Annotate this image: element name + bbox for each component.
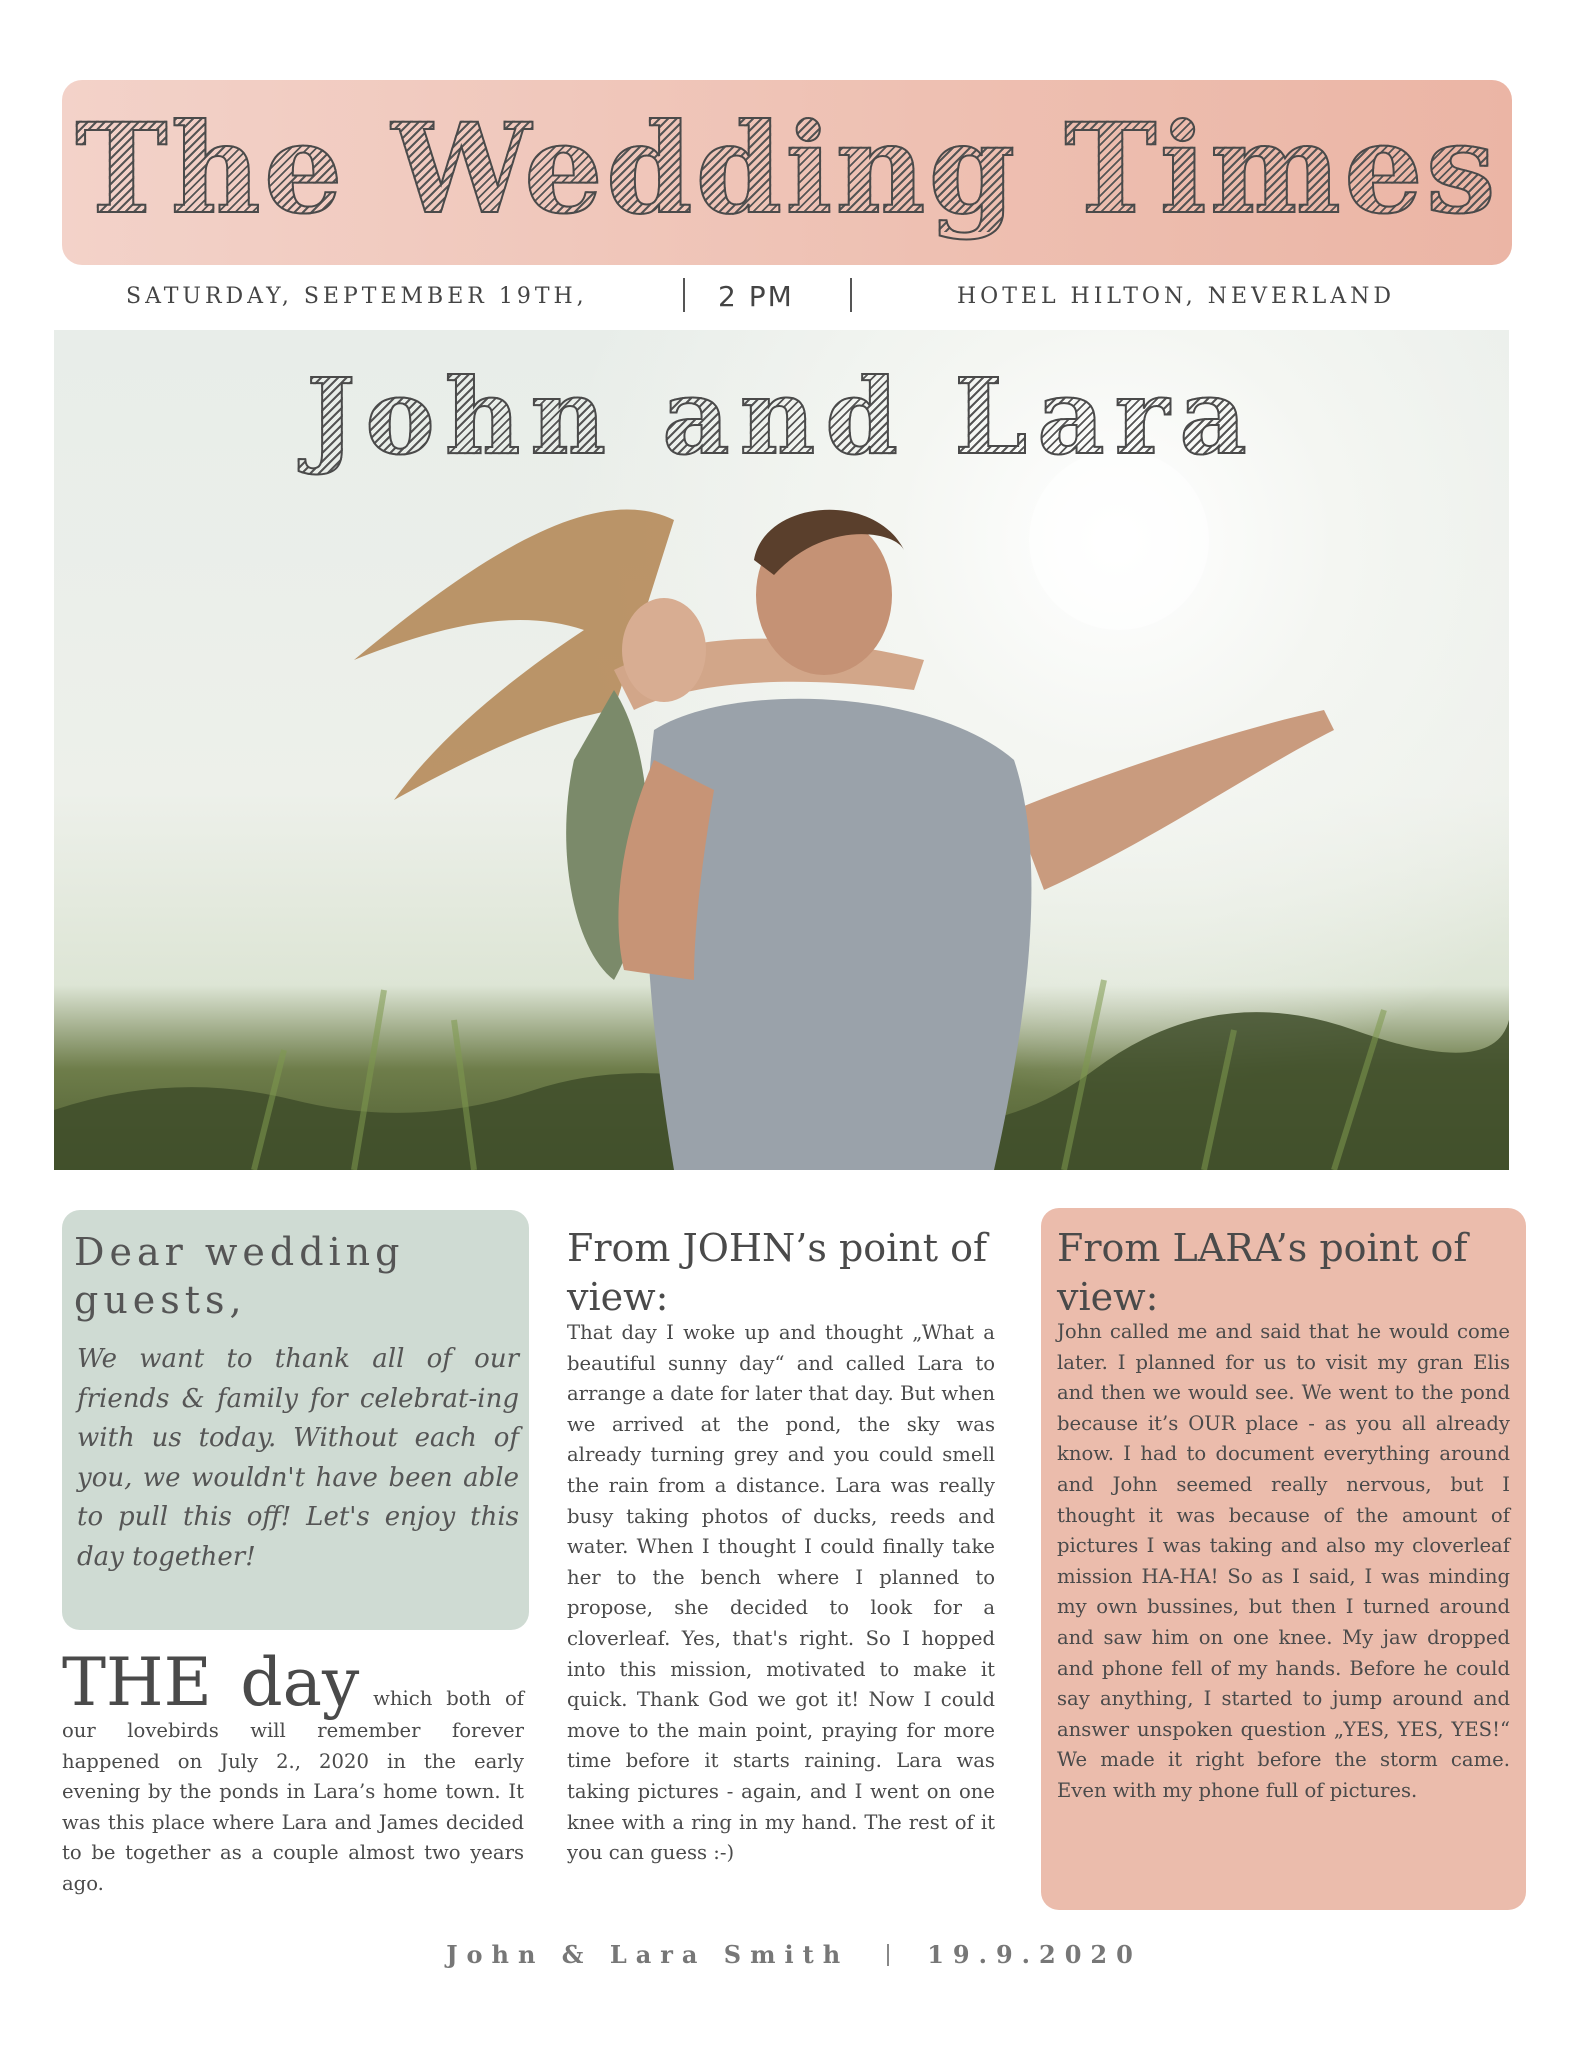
the-day-text: which both of our lovebirds will remember forever happened on July 2., 2020 in the early evening by the ponds in Lara’s home town. It was this place where Lara and James decided to be together as a couple almost two years ago. xyxy=(62,1687,524,1895)
event-date: SATURDAY, SEPTEMBER 19TH, xyxy=(126,284,588,309)
info-divider xyxy=(683,278,685,312)
event-time: 2 PM xyxy=(718,280,794,313)
footer-date: 19.9.2020 xyxy=(927,1940,1142,1969)
couple-photo xyxy=(54,330,1509,1170)
footer-names: John & Lara Smith xyxy=(446,1940,850,1969)
the-day-article xyxy=(62,1644,524,1900)
event-location: HOTEL HILTON, NEVERLAND xyxy=(957,284,1395,309)
masthead-banner xyxy=(62,80,1512,265)
event-info-bar xyxy=(62,278,1512,318)
info-divider xyxy=(850,278,852,312)
couple-names-title: John and Lara xyxy=(54,355,1509,478)
john-pov-text: That day I woke up and thought „What a beautiful sunny day“ and called Lara to arrange a date for later that day. But when we arrived at the pond, the sky was already turning grey and you could smell the rain from a distance. Lara was really busy taking photos of ducks, reeds and water. When I thought I could finally take her to the bench where I planned to propose, she decided to look for a cloverleaf. Yes, that's right. So I hopped into this mission, motivated to make it quick. Thank God we got it! Now I could move to the main point, praying for more time before it starts raining. Lara was taking pictures - again, and I went on one knee with a ring in my hand. The rest of it you can guess :-) xyxy=(567,1321,995,1865)
dear-guests-message: We want to thank all of our friends & family for celebrat-ing with us today. Without each of you, we wouldn't have been able to pull this off! Let's enjoy this day together! xyxy=(77,1344,519,1572)
footer-divider xyxy=(887,1944,889,1966)
newspaper-title: The Wedding Times xyxy=(75,96,1499,242)
lara-pov-text: John called me and said that he would come later. I planned for us to visit my gran Elis and then we would see. We went to the pond because it’s OUR place - as you all already know. I had to document everything around and John seemed really nervous, but I thought it was because of the amount of pictures I was taking and also my cloverleaf mission HA-HA! So as I said, I was minding my own bussines, but then I turned around and saw him on one knee. My jaw dropped and phone fell of my hands. Before he could say anything, I started to jump around and answer unspoken question „YES, YES, YES!“ We made it right before the storm came. Even with my phone full of pictures. xyxy=(1057,1320,1510,1802)
lara-pov-box xyxy=(1041,1208,1526,1910)
the-day-heading: THE day xyxy=(62,1644,360,1721)
dear-guests-box xyxy=(62,1210,529,1630)
footer-signature xyxy=(0,1940,1588,1969)
lara-pov-heading: From LARA’s point of view: xyxy=(1057,1226,1468,1319)
john-pov-heading: From JOHN’s point of view: xyxy=(567,1226,988,1319)
dear-guests-heading: Dear wedding guests, xyxy=(74,1230,405,1322)
